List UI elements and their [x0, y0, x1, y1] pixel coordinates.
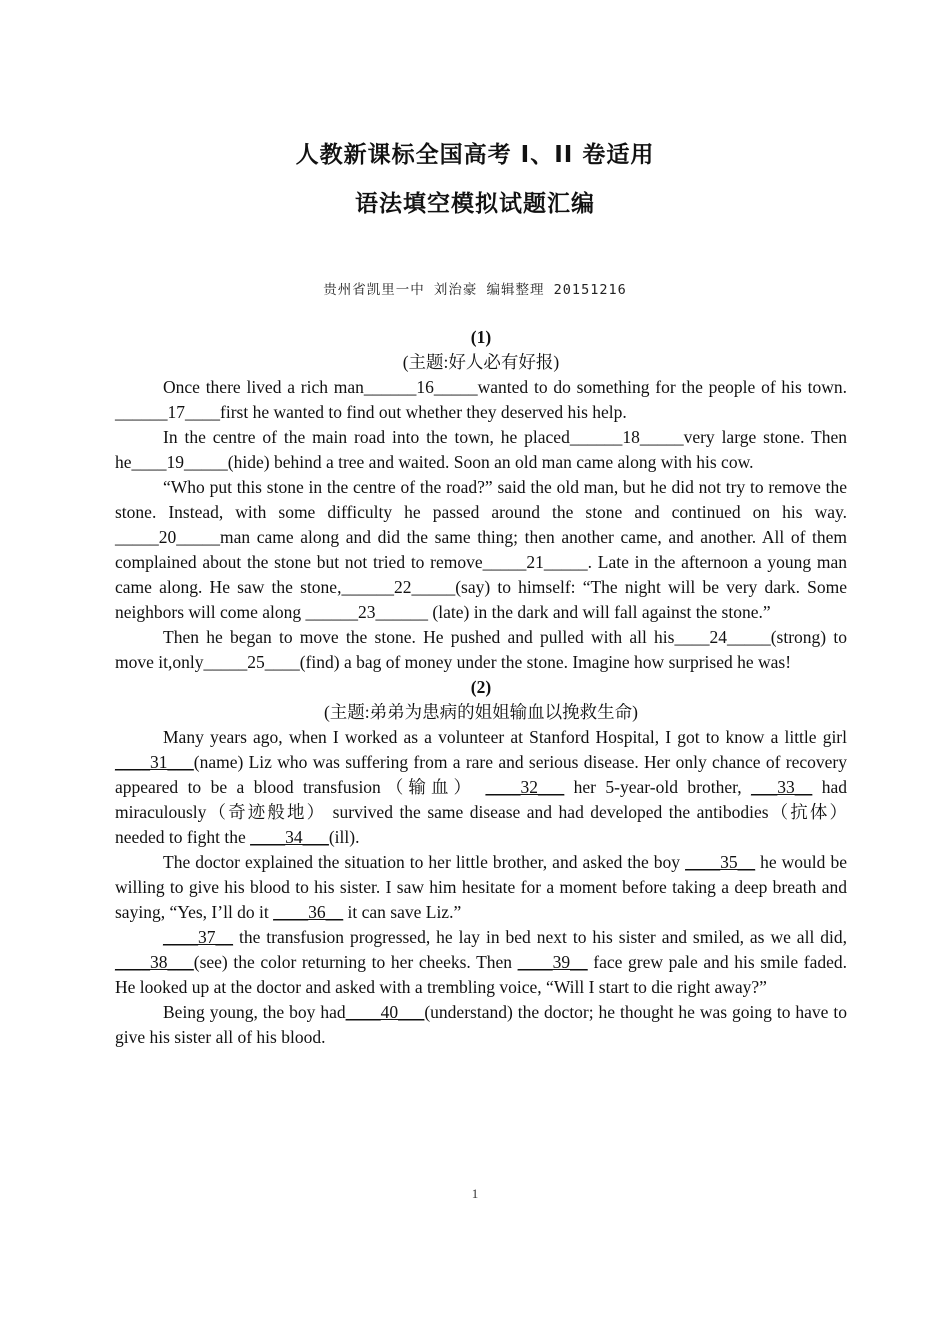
blank-38: ____38___ — [115, 952, 194, 972]
text-run: Many years ago, when I worked as a volunteer at Stanford Hospital, I got to know a little girl — [163, 727, 847, 747]
editor-credit: 贵州省凯里一中 刘治豪 编辑整理 20151216 — [323, 282, 627, 298]
blank-21: _____21_____ — [482, 552, 588, 572]
blank-19: ____19_____ — [131, 452, 228, 472]
text-run: “Who put this stone in the centre of the road?” said the old man, but he did not try to remove the stone. Instead, with some difficulty he passed around the stone and continued on his way. — [115, 477, 847, 522]
section-1-paragraph-3 — [115, 475, 847, 625]
text-run: he would be willing to give his blood to his sister. I saw him hesitate for a moment before taking a deep breath and saying, “Yes, I’ll do it — [115, 852, 847, 922]
section-1-number: (1) — [470, 327, 492, 347]
text-run: the transfusion progressed, he lay in bed next to his sister and smiled, as we all did, — [233, 927, 847, 947]
blank-25: _____25____ — [203, 652, 300, 672]
text-run: her 5-year-old brother, — [564, 777, 752, 797]
blank-31: ____31___ — [115, 752, 194, 772]
blank-32: ____32___ — [485, 777, 565, 797]
blank-22: ______22_____ — [341, 577, 456, 597]
blank-33: ___33__ — [751, 777, 813, 797]
blank-18: ______18_____ — [569, 427, 684, 447]
section-2-paragraph-1 — [115, 725, 847, 850]
blank-34: ____34___ — [250, 827, 329, 847]
text-run: very large stone. Then he — [115, 427, 847, 472]
text-run: . Late in the afternoon a young man came along. He saw the stone, — [115, 552, 847, 597]
section-1-paragraph-4 — [115, 625, 847, 675]
text-run: Then he began to move the stone. He pushed and pulled with all his — [163, 627, 675, 647]
text-run: Once there lived a rich man — [163, 377, 364, 397]
text-run: wanted to do something for the people of his town. — [477, 377, 847, 397]
section-2-paragraph-3 — [115, 925, 847, 1000]
blank-24: ____24_____ — [674, 627, 771, 647]
text-run: (say) to himself: “The night will be very dark. Some neighbors will come along — [115, 577, 847, 622]
text-run: (understand) the doctor; he thought he was going to have to give his sister all of his blood. — [115, 1002, 847, 1047]
text-run: man came along and did the same thing; then another came, and another. All of them complained about the stone but not tried to remove — [115, 527, 847, 572]
text-run: had miraculously（奇迹般地） survived the same disease and had developed the antibodies（抗体） needed to fight the — [115, 777, 847, 847]
document-title-line2: 语法填空模拟试题汇编 — [355, 191, 595, 217]
section-1-theme: (主题:好人必有好报) — [402, 352, 560, 372]
section-1-paragraph-1 — [115, 375, 847, 425]
blank-39: ____39__ — [517, 952, 588, 972]
text-run: In the centre of the main road into the town, he placed — [163, 427, 570, 447]
section-2-theme: (主题:弟弟为患病的姐姐输血以挽救生命) — [323, 702, 639, 722]
text-run: (find) a bag of money under the stone. Imagine how surprised he was! — [299, 652, 792, 672]
document-body — [115, 325, 847, 1050]
text-run: it can save Liz.” — [343, 902, 462, 922]
blank-37: ____37__ — [163, 927, 233, 947]
blank-40: ____40___ — [345, 1002, 425, 1022]
text-run: (see) the color returning to her cheeks. Then — [193, 952, 518, 972]
blank-20: _____20_____ — [115, 527, 220, 547]
text-run: (ill). — [328, 827, 360, 847]
section-2-paragraph-2 — [115, 850, 847, 925]
blank-23: ______23______ — [305, 602, 429, 622]
page-number: 1 — [471, 1186, 479, 1201]
section-2-paragraph-4 — [115, 1000, 847, 1050]
document-title-line1: 人教新课标全国高考 I、II 卷适用 — [295, 142, 655, 168]
blank-36: ____36__ — [273, 902, 344, 922]
text-run: Being young, the boy had — [163, 1002, 346, 1022]
text-run: The doctor explained the situation to her little brother, and asked the boy — [163, 852, 686, 872]
text-run: (late) in the dark and will fall against the stone.” — [428, 602, 771, 622]
text-run: (hide) behind a tree and waited. Soon an old man came along with his cow. — [227, 452, 754, 472]
blank-35: ____35__ — [685, 852, 756, 872]
blank-17: ______17____ — [115, 402, 220, 422]
text-run: (name) Liz who was suffering from a rare and serious disease. Her only chance of recovery appeared to be a blood transfusion（输血） — [115, 752, 847, 797]
section-2-number: (2) — [470, 677, 492, 697]
text-run: face grew pale and his smile faded. He looked up at the doctor and asked with a trembling voice, “Will I start to die right away?” — [115, 952, 847, 997]
blank-16: ______16_____ — [363, 377, 478, 397]
text-run: (strong) to move it,only — [115, 627, 847, 672]
section-1-paragraph-2 — [115, 425, 847, 475]
text-run: first he wanted to find out whether they deserved his help. — [220, 402, 627, 422]
